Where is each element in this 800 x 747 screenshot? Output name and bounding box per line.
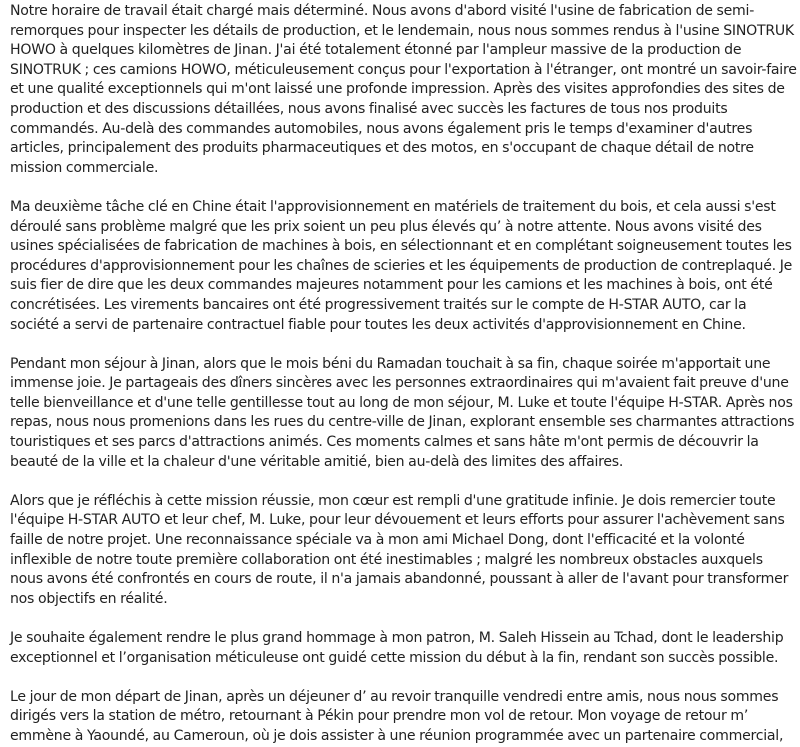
article-body (10, 2, 798, 747)
paragraph-tribute: Je souhaite également rendre le plus grand hommage à mon patron, M. Saleh Hissein au Tchad, dont le leadership exceptionnel et l’organisation méticuleuse ont guidé cette mission du début à la fin, rendant son succès possible. (10, 630, 784, 666)
paragraph-departure: Le jour de mon départ de Jinan, après un déjeuner d’ au revoir tranquille vendredi entre amis, nous nous sommes dirigés vers la station de métro, retournant à Pékin pour prendre mon vol de retour. Mon voyage de retour m’ emmène à Yaoundé, au Cameroun, où je dois assister à une réunion programmée avec un partenaire commercial, (10, 688, 784, 744)
paragraph-wood-machinery: Ma deuxième tâche clé en Chine était l'approvisionnement en matériels de traitement du bois, et cela aussi s'est déroulé sans problème malgré que les prix soient un peu plus élevés qu’ à notre attente. Nous avons visité des usines spécialisées de fabrication de machines à bois, en sélectionnant et en complétant soigneusement toutes les procédures d'approvisionnement pour les chaînes de scieries et les équipements de production de contreplaqué. Je suis fier de dire que les deux commandes majeures notamment pour les camions et les machines à bois, ont été concrétisées. Les virements bancaires ont été progressivement traités sur le compte de H-STAR AUTO, car la société a servi de partenaire contractuel fiable pour toutes les deux activités d'approvisionnement en Chine. (10, 198, 793, 333)
paragraph-ramadan-stay: Pendant mon séjour à Jinan, alors que le mois béni du Ramadan touchait à sa fin, chaque soirée m'apportait une immense joie. Je partageais des dîners sincères avec les personnes extraordinaires qui m'avaient fait preuve d'une telle bienveillance et d'une telle gentillesse tout au long de mon séjour, M. Luke et toute l'équipe H-STAR. Après nos repas, nous nous promenions dans les rues du centre-ville de Jinan, explorant ensemble ses charmantes attractions touristiques et ses parcs d'attractions animés. Ces moments calmes et sans hâte m'ont permis de découvrir la beauté de la ville et la chaleur d'une véritable amitié, bien au-delà des limites des affaires. (10, 355, 795, 470)
paragraph-factory-visits: Notre horaire de travail était chargé mais déterminé. Nous avons d'abord visité l'usine de fabrication de semi-remorques pour inspecter les détails de production, et le lendemain, nous nous sommes rendus à l'usine SINOTRUK HOWO à quelques kilomètres de Jinan. J'ai été totalement étonné par l'ampleur massive de la production de SINOTRUK ; ces camions HOWO, méticuleusement conçus pour l'exportation à l'étranger, ont montré un savoir-faire et une qualité exceptionnels qui m'ont laissé une profonde impression. Après des visites approfondies des sites de production et des discussions détaillées, nous avons finalisé avec succès les factures de tous nos produits commandés. Au-delà des commandes automobiles, nous avons également pris le temps d'examiner d'autres articles, principalement des produits pharmaceutiques et des motos, en s'occupant de chaque détail de notre mission commerciale. (10, 3, 797, 176)
paragraph-gratitude: Alors que je réfléchis à cette mission réussie, mon cœur est rempli d'une gratitude infinie. Je dois remercier toute l'équipe H-STAR AUTO et leur chef, M. Luke, pour leur dévouement et leurs efforts pour assurer l'achèvement sans faille de notre projet. Une reconnaissance spéciale va à mon ami Michael Dong, dont l'efficacité et la volonté inflexible de notre toute première collaboration ont été inestimables ; malgré les nombreux obstacles auxquels nous avons été confrontés en cours de route, il n'a jamais abandonné, poussant à aller de l'avant pour transformer nos objectifs en réalité. (10, 492, 789, 607)
